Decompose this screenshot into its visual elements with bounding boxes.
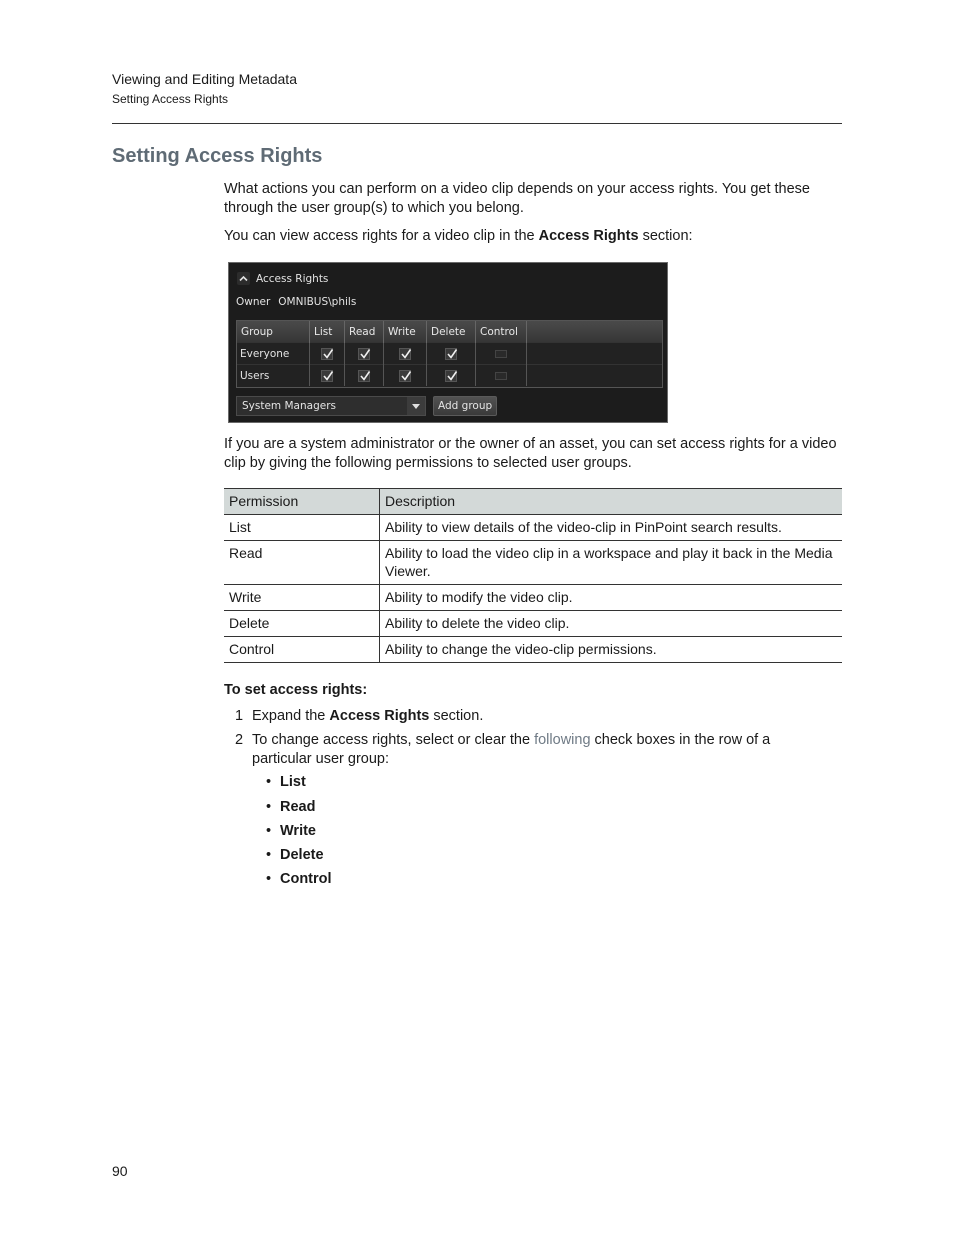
header-description: Description [380, 489, 843, 515]
access-rights-screenshot [228, 262, 668, 423]
group-name: Everyone [237, 343, 310, 365]
write-checkbox[interactable] [399, 370, 411, 382]
grid-row-users [237, 365, 662, 387]
procedure-title: To set access rights: [224, 682, 368, 698]
group-select[interactable] [236, 396, 426, 416]
table-row: Read Ability to load the video clip in a workspace and play it back in the Media Viewer. [224, 541, 842, 585]
intro-paragraph: What actions you can perform on a video clip depends on your access rights. You get these through the user group(s) to which you belong. [224, 181, 810, 216]
list-checkbox[interactable] [321, 370, 333, 382]
table-row: List Ability to view details of the video-clip in PinPoint search results. [224, 515, 842, 541]
table-row: Control Ability to change the video-clip permissions. [224, 637, 842, 663]
delete-checkbox[interactable] [445, 348, 457, 360]
control-checkbox[interactable] [495, 350, 507, 358]
access-rights-grid [236, 320, 663, 388]
admin-paragraph: If you are a system administrator or the owner of an asset, you can set access rights for a video clip by giving the following permissions to selected user groups. [224, 436, 837, 471]
chevron-down-icon[interactable] [407, 397, 425, 415]
grid-row-everyone [237, 343, 662, 365]
control-checkbox[interactable] [495, 372, 507, 380]
owner-label: Owner [236, 296, 271, 308]
col-group[interactable]: Group [237, 321, 310, 343]
group-select-value: System Managers [242, 400, 336, 412]
grid-header-row [237, 321, 662, 343]
table-header-row [224, 489, 842, 515]
owner-value: OMNIBUS\phils [278, 296, 357, 308]
owner-line [236, 296, 364, 308]
read-checkbox[interactable] [358, 348, 370, 360]
view-paragraph: You can view access rights for a video clip in the Access Rights section: [224, 228, 693, 244]
group-name: Users [237, 365, 310, 387]
read-checkbox[interactable] [358, 370, 370, 382]
page-number: 90 [112, 1163, 128, 1179]
delete-checkbox[interactable] [445, 370, 457, 382]
col-write[interactable]: Write [384, 321, 427, 343]
table-row: Delete Ability to delete the video clip. [224, 611, 842, 637]
following-link[interactable]: following [534, 732, 591, 748]
table-row: Write Ability to modify the video clip. [224, 585, 842, 611]
running-header-chapter: Viewing and Editing Metadata [112, 71, 297, 87]
running-header-section: Setting Access Rights [112, 92, 229, 106]
page-title: Setting Access Rights [112, 145, 323, 167]
list-checkbox[interactable] [321, 348, 333, 360]
access-rights-title: Access Rights [256, 272, 329, 285]
col-control[interactable]: Control [476, 321, 527, 343]
col-list[interactable]: List [310, 321, 345, 343]
access-rights-header[interactable] [237, 272, 328, 285]
permissions-table [224, 488, 842, 663]
col-delete[interactable]: Delete [427, 321, 476, 343]
write-checkbox[interactable] [399, 348, 411, 360]
header-permission: Permission [224, 489, 380, 515]
header-divider [112, 123, 842, 124]
col-read[interactable]: Read [345, 321, 384, 343]
chevron-up-icon[interactable] [237, 272, 250, 285]
add-group-button[interactable]: Add group [433, 396, 497, 416]
